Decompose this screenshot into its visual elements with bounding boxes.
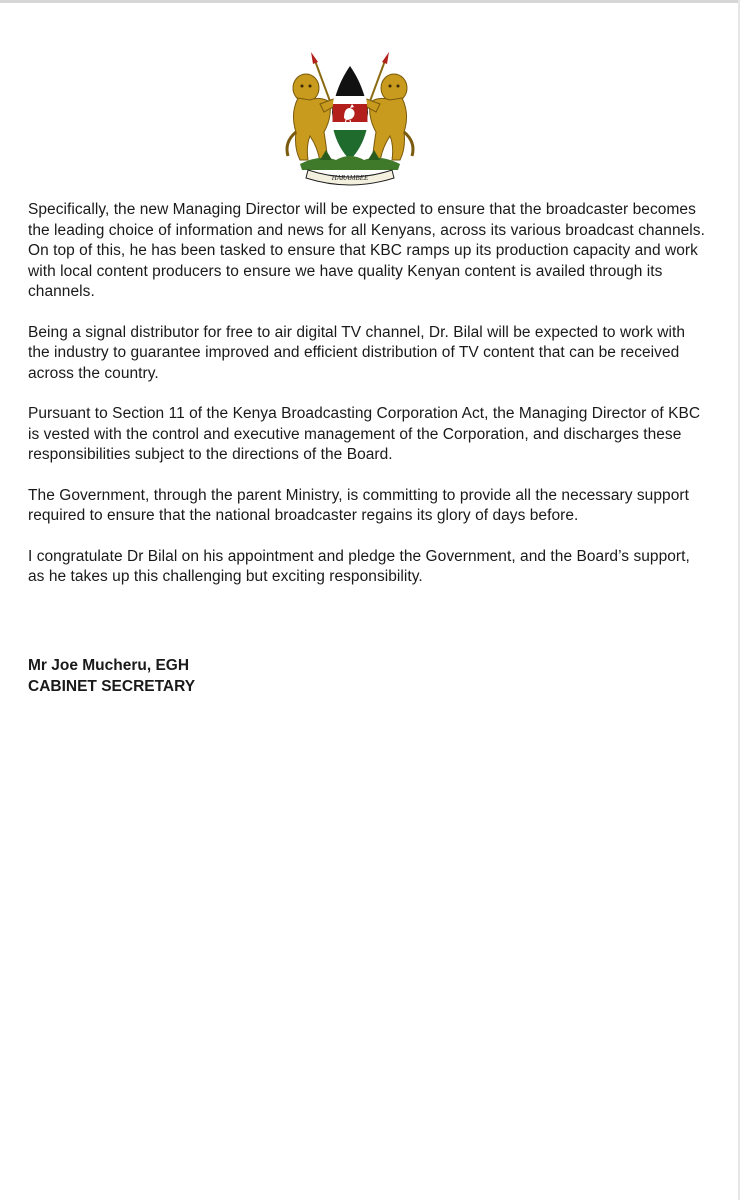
paragraph-5: I congratulate Dr Bilal on his appointment and pledge the Government, and the Board’s support, as he takes up this challenging but exciting responsibility. [28,547,690,585]
signatory-title: CABINET SECRETARY [28,678,196,695]
letter-body [28,200,708,608]
coat-of-arms-emblem [280,52,420,188]
paragraph-2: Being a signal distributor for free to air digital TV channel, Dr. Bilal will be expected to work with the industry to guarantee improved and efficient distribution of TV content that can be received across the country. [28,323,685,382]
paragraph-1: Specifically, the new Managing Director will be expected to ensure that the broadcaster becomes the leading choice of information and news for all Kenyans, across its various broadcast channels. On top of this, he has been tasked to ensure that KBC ramps up its production capacity and work with local content producers to ensure we have quality Kenyan content is availed through its channels. [28,201,705,300]
svg-text:HARAMBEE: HARAMBEE [331,174,369,182]
paragraph-3: Pursuant to Section 11 of the Kenya Broadcasting Corporation Act, the Managing Director of KBC is vested with the control and executive management of the Corporation, and discharges these responsibilities subject to the directions of the Board. [28,405,701,463]
page-top-border [0,0,740,3]
coat-of-arms-icon [280,52,420,188]
signatory-name: Mr Joe Mucheru, EGH [28,657,190,674]
signature-block [28,655,195,697]
paragraph-4: The Government, through the parent Ministry, is committing to provide all the necessary support required to ensure that the national broadcaster regains its glory of days before. [28,486,689,524]
